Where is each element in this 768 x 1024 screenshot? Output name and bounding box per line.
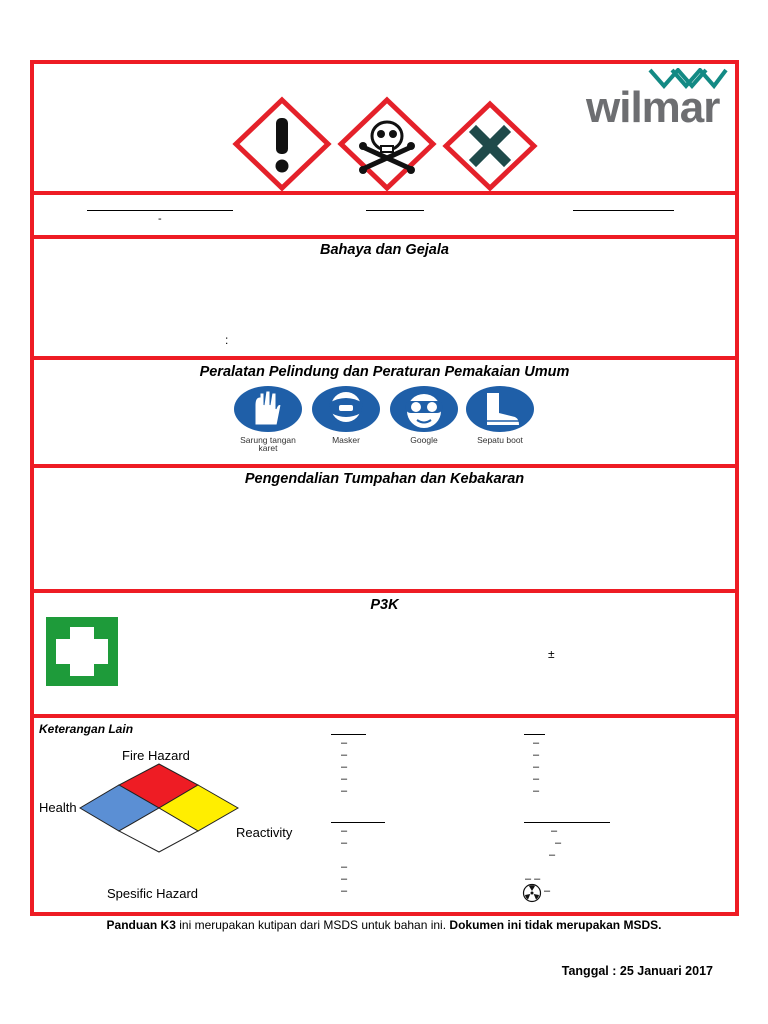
skull-crossbones-hazard-icon — [337, 96, 437, 192]
supplier-line — [573, 210, 674, 211]
id-dash: - — [158, 213, 162, 225]
ppe-label-gloves: Sarung tangan karet — [240, 435, 296, 453]
footer-part2: ini merupakan kutipan dari MSDS untuk bahan ini. — [175, 918, 450, 932]
blank-dash: – — [341, 825, 348, 837]
code-line — [366, 210, 424, 211]
mask-icon — [311, 385, 381, 433]
ppe-label-goggles: Google — [410, 435, 438, 445]
section-title-p3k: P3K — [370, 597, 399, 613]
blank-dash: – — [533, 773, 540, 785]
blank-dash: – — [533, 737, 540, 749]
blank-dash: – — [341, 785, 348, 797]
blank-dash: – — [341, 861, 348, 873]
blank-dash: – — [551, 825, 558, 837]
blank-line — [331, 822, 385, 823]
section-title-bahaya: Bahaya dan Gejala — [320, 242, 449, 258]
nfpa-diamond-icon — [78, 762, 240, 854]
section-title-spill-fire: Pengendalian Tumpahan dan Kebakaran — [244, 471, 525, 487]
blank-line — [524, 734, 545, 735]
nfpa-fire-label: Fire Hazard — [122, 748, 190, 763]
radiation-icon — [522, 883, 542, 903]
wilmar-logo — [586, 66, 732, 132]
first-aid-icon — [46, 617, 118, 686]
blank-dash: – — [341, 873, 348, 885]
blank-line — [524, 822, 610, 823]
blank-dash: – — [549, 849, 556, 861]
ppe-label-mask: Masker — [332, 435, 360, 445]
footer-part1: Panduan K3 — [106, 918, 176, 932]
nfpa-health-label: Health — [39, 800, 77, 815]
divider — [30, 235, 739, 239]
blank-dash: – — [341, 837, 348, 849]
harmful-cross-hazard-icon — [442, 100, 538, 192]
blank-dash: – — [544, 885, 551, 897]
blank-line — [331, 734, 366, 735]
wilmar-logo-text: wilmar — [586, 83, 720, 132]
blank-dash: – — [341, 737, 348, 749]
blank-dash: – — [341, 773, 348, 785]
blank-dash: – — [555, 837, 562, 849]
nfpa-specific-label: Spesific Hazard — [107, 886, 199, 901]
goggles-icon — [389, 385, 459, 433]
gloves-icon — [233, 385, 303, 433]
blank-dash: – — [341, 749, 348, 761]
blank-dash: – — [533, 749, 540, 761]
divider — [30, 714, 739, 718]
divider — [30, 464, 739, 468]
divider — [30, 356, 739, 360]
divider — [30, 589, 739, 593]
section-title-ppe: Peralatan Pelindung dan Peraturan Pemakaian Umum — [199, 364, 570, 380]
blank-dash: – — [341, 761, 348, 773]
section-title-keterangan: Keterangan Lain — [39, 722, 134, 736]
blank-dash: – — [341, 885, 348, 897]
p3k-symbol: ± — [548, 647, 555, 661]
blank-dash: – – — [525, 873, 541, 885]
footer-disclaimer — [0, 918, 768, 932]
exclamation-hazard-icon — [232, 96, 332, 192]
blank-dash: – — [533, 785, 540, 797]
blank-dash: – — [533, 761, 540, 773]
ppe-label-boots: Sepatu boot — [477, 435, 523, 445]
document-date: Tanggal : 25 Januari 2017 — [561, 964, 713, 978]
product-name-line — [87, 210, 233, 211]
boots-icon — [465, 385, 535, 433]
bahaya-colon: : — [225, 333, 229, 347]
footer-part3: Dokumen ini tidak merupakan MSDS. — [449, 918, 662, 932]
nfpa-reactivity-label: Reactivity — [236, 825, 293, 840]
